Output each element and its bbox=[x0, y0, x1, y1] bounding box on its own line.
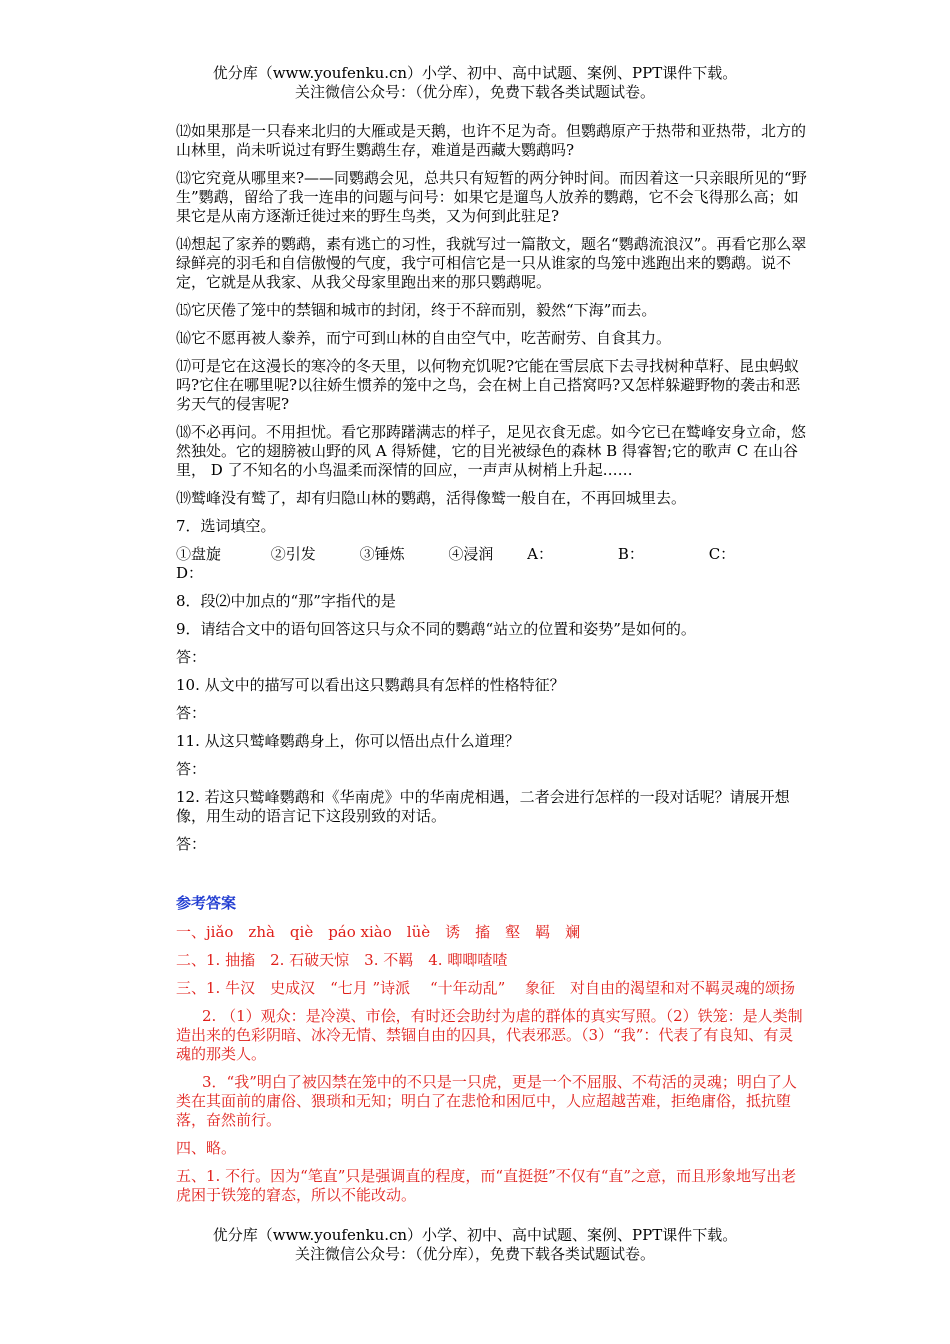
question-10: 10. 从文中的描写可以看出这只鹦鹉具有怎样的性格特征？ bbox=[176, 676, 565, 694]
page-header bbox=[0, 64, 950, 102]
blank-b: B： bbox=[617, 545, 644, 563]
answer-label-10: 答： bbox=[176, 704, 207, 722]
paragraph-16: ⒃它不愿再被人豢养，而宁可到山林的自由空气中，吃苦耐劳、自食其力。 bbox=[176, 329, 672, 347]
question-9: 9．请结合文中的语句回答这只与众不同的鹦鹉“站立的位置和姿势”是如何的。 bbox=[176, 620, 696, 638]
page-footer bbox=[0, 1226, 950, 1264]
paragraph-18: ⒅不必再问。不用担忧。看它那踌躇满志的样子，足见衣食无虑。如今它已在鹫峰安身立命，悠然独处。它的翅膀被山野的风 A 得矫健，它的目光被绿色的森林 B 得睿智;它的歌声 C 在山谷里， D 了不知名的小鸟温柔而深情的回应，一声声从树梢上升起…… bbox=[176, 423, 807, 479]
paragraph-15: ⒂它厌倦了笼中的禁锢和城市的封闭，终于不辞而别，毅然“下海”而去。 bbox=[176, 301, 657, 319]
answer-item-2: 二、1. 抽搐 2. 石破天惊 3. 不羁 4. 唧唧喳喳 bbox=[176, 951, 508, 969]
question-12: 12. 若这只鹫峰鹦鹉和《华南虎》中的华南虎相遇，二者会进行怎样的一段对话呢？请展开想像，用生动的语言记下这段别致的对话。 bbox=[176, 788, 790, 825]
option-1: ①盘旋 bbox=[176, 545, 222, 563]
blank-c: C： bbox=[708, 545, 736, 563]
answer-label-9: 答： bbox=[176, 648, 207, 666]
option-2: ②引发 bbox=[270, 545, 316, 563]
question-8: 8．段⑵中加点的“那”字指代的是 bbox=[176, 592, 396, 610]
paragraph-19: ⒆鹫峰没有鹫了，却有归隐山林的鹦鹉，活得像鹫一般自在，不再回城里去。 bbox=[176, 489, 687, 507]
answer-label-11: 答： bbox=[176, 760, 207, 778]
answer-item-5: 3．“我”明白了被囚禁在笼中的不只是一只虎，更是一个不屈服、不苟活的灵魂；明白了人类在其面前的庸俗、猥琐和无知；明白了在悲怆和困厄中，人应超越苦难，拒绝庸俗，抵抗堕落，奋然前行。 bbox=[176, 1073, 797, 1129]
header-line-1: 优分库（www.youfenku.cn）小学、初中、高中试题、案例、PPT课件下载。 bbox=[212, 64, 738, 82]
option-3: ③锤炼 bbox=[359, 545, 405, 563]
header-line-2: 关注微信公众号：（优分库），免费下载各类试题试卷。 bbox=[294, 83, 655, 101]
question-7: 7．选词填空。 bbox=[176, 517, 276, 535]
answer-item-3: 三、1. 牛汉 史成汉 “七月 ”诗派 “十年动乱” 象征 对自由的渴望和对不羁灵魂的颂扬 bbox=[176, 979, 796, 997]
answer-label-12: 答： bbox=[176, 835, 207, 853]
answer-item-7: 五、1. 不行。因为“笔直”只是强调直的程度，而“直挺挺”不仅有“直”之意，而且形象地写出老虎困于铁笼的窘态，所以不能改动。 bbox=[176, 1167, 797, 1204]
document-body bbox=[176, 122, 808, 1214]
footer-line-1: 优分库（www.youfenku.cn）小学、初中、高中试题、案例、PPT课件下载。 bbox=[212, 1226, 738, 1244]
answer-item-6: 四、略。 bbox=[176, 1139, 237, 1157]
footer-line-2: 关注微信公众号：（优分库），免费下载各类试题试卷。 bbox=[294, 1245, 655, 1263]
answers-title: 参考答案 bbox=[176, 894, 237, 912]
paragraph-17: ⒄可是它在这漫长的寒冷的冬天里，以何物充饥呢?它能在雪层底下去寻找树种草籽、昆虫蚂蚁吗?它住在哪里呢?以往娇生惯养的笼中之鸟，会在树上自己搭窝吗?又怎样躲避野物的袭击和恶劣天气的侵害呢? bbox=[176, 357, 801, 413]
question-11: 11. 从这只鹫峰鹦鹉身上，你可以悟出点什么道理？ bbox=[176, 732, 520, 750]
blank-a: A： bbox=[527, 545, 553, 563]
blank-d: D： bbox=[176, 564, 204, 582]
paragraph-13: ⒀它究竟从哪里来?——同鹦鹉会见，总共只有短暂的两分钟时间。而因着这一只亲眼所见的“野生”鹦鹉，留给了我一连串的问题与问号：如果它是遛鸟人放养的鹦鹉，它不会飞得那么高；如果它是从南方逐渐迁徙过来的野生鸟类，又为何到此驻足? bbox=[176, 169, 807, 225]
question-7-options bbox=[176, 545, 808, 583]
answer-item-1: 一、jiǎo zhà qiè páo xiào lüè 诱 搐 壑 羁 斓 bbox=[176, 923, 581, 941]
option-4: ④浸润 bbox=[448, 545, 494, 563]
paragraph-14: ⒁想起了家养的鹦鹉，素有逃亡的习性，我就写过一篇散文，题名“鹦鹉流浪汉”。再看它那么翠绿鲜亮的羽毛和自信傲慢的气度，我宁可相信它是一只从谁家的鸟笼中逃跑出来的鹦鹉。说不定，它就是从我家、从我父母家里跑出来的那只鹦鹉呢。 bbox=[176, 235, 807, 291]
paragraph-12: ⑿如果那是一只春来北归的大雁或是天鹅，也许不足为奇。但鹦鹉原产于热带和亚热带，北方的山林里，尚未听说过有野生鹦鹉生存，难道是西藏大鹦鹉吗? bbox=[176, 122, 807, 159]
answer-item-4: 2. （1）观众：是冷漠、市侩，有时还会助纣为虐的群体的真实写照。（2）铁笼：是人类制造出来的色彩阴暗、冰冷无情、禁锢自由的囚具，代表邪恶。（3）“我”：代表了有良知、有灵魂的那类人。 bbox=[176, 1007, 803, 1063]
